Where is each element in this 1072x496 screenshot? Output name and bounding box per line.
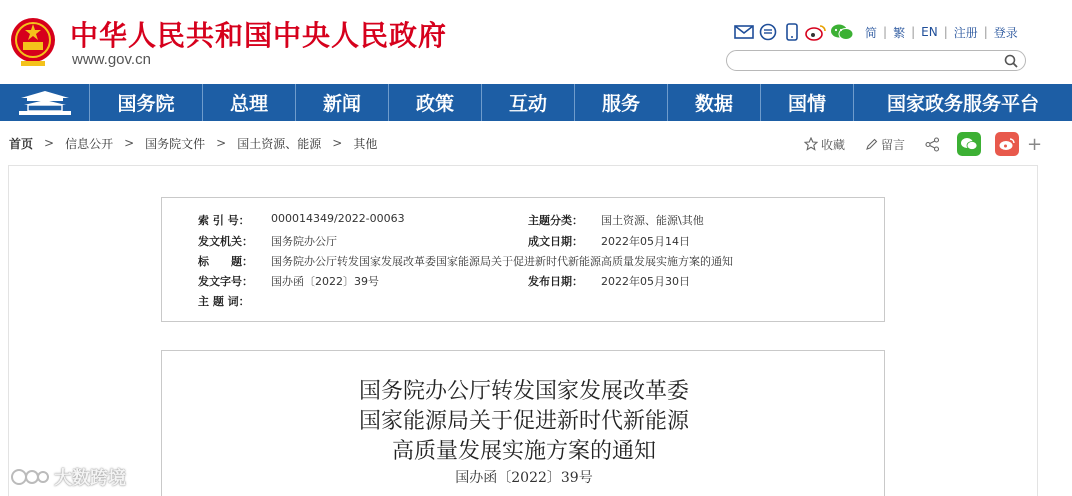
search-input[interactable] [726,50,1026,71]
nav-home[interactable] [0,84,90,121]
meta-publish-date [528,273,690,289]
wechat-icon[interactable] [829,21,855,43]
meta-keywords [198,293,271,309]
star-icon [804,137,818,151]
nav-item-news[interactable]: 新闻 [296,84,389,121]
nav-item-interaction[interactable]: 互动 [482,84,575,121]
meta-keywords-key: 主 题 词： [198,295,250,308]
meta-issuer-value: 国务院办公厅 [271,235,337,248]
breadcrumb-state-council-docs[interactable]: 国务院文件 [145,136,206,151]
wechat-icon [960,137,978,151]
watermark [10,464,126,490]
mail-icon[interactable] [733,21,755,43]
nav-item-services[interactable]: 服务 [575,84,668,121]
document-metadata [161,197,885,322]
national-emblem-icon[interactable] [9,16,57,68]
watermark-text: 大数跨境 [54,468,126,489]
breadcrumb-home[interactable]: 首页 [9,136,34,151]
share-weibo-button[interactable] [995,132,1019,156]
lang-simplified-link[interactable]: 简 [865,25,878,40]
site-header [0,0,1072,84]
meta-doc-number-key: 发文字号： [198,275,253,288]
nav-item-data[interactable]: 数据 [668,84,761,121]
divider: | [943,25,948,39]
divider: | [911,25,916,39]
favorite-label: 收藏 [821,137,846,152]
document-number: 国办函〔2022〕39号 [455,470,593,486]
meta-written-date-key: 成文日期： [528,235,583,248]
weibo-icon[interactable] [805,21,827,43]
language-links [865,24,1018,41]
document-title-line-3: 高质量发展实施方案的通知 [391,439,656,464]
main-nav [0,84,1072,121]
meta-topic-key: 主题分类： [528,214,583,227]
meta-publish-date-key: 发布日期： [528,275,583,288]
tiananmen-icon [15,89,75,117]
mobile-icon[interactable] [781,21,803,43]
meta-topic [528,212,704,228]
more-share-icon[interactable]: + [1027,133,1043,155]
login-link[interactable]: 登录 [993,25,1018,40]
document-title-line-1: 国务院办公厅转发国家发展改革委 [358,379,689,404]
meta-doc-number [198,273,379,289]
site-title[interactable]: 中华人民共和国中央人民政府 [70,19,448,52]
divider: | [983,25,988,39]
meta-written-date [528,233,690,249]
chevron-right-icon: > [216,136,227,150]
comment-label: 留言 [881,137,906,152]
weibo-icon [998,137,1016,151]
comment-button[interactable] [865,136,905,153]
document-body [161,350,885,496]
meta-title [198,253,733,269]
document-title-line-2: 国家能源局关于促进新时代新能源 [358,409,689,434]
nav-item-national-info[interactable]: 国情 [761,84,854,121]
meta-index-value: 000014349/2022-00063 [271,212,405,225]
share-wechat-button[interactable] [957,132,981,156]
breadcrumb-land-energy[interactable]: 国土资源、能源 [237,136,322,151]
favorite-button[interactable] [804,136,845,153]
lang-traditional-link[interactable]: 繁 [893,25,906,40]
message-icon[interactable] [757,21,779,43]
breadcrumb-other[interactable]: 其他 [353,136,378,151]
meta-doc-number-value: 国办函〔2022〕39号 [271,275,379,288]
meta-title-key: 标 题： [198,255,253,268]
share-bar [804,132,1042,156]
watermark-logo-icon [10,466,50,488]
meta-topic-value: 国土资源、能源\其他 [601,214,704,227]
meta-issuer [198,233,337,249]
meta-issuer-key: 发文机关： [198,235,253,248]
lang-english-link[interactable]: EN [921,25,938,39]
meta-index-key: 索 引 号： [198,214,250,227]
breadcrumb-info-disclosure[interactable]: 信息公开 [65,136,114,151]
meta-written-date-value: 2022年05月14日 [601,235,690,248]
meta-index [198,212,405,228]
site-domain[interactable]: www.gov.cn [72,51,151,68]
chevron-right-icon: > [332,136,343,150]
meta-publish-date-value: 2022年05月30日 [601,275,690,288]
chevron-right-icon: > [44,136,55,150]
header-tools [733,20,1018,44]
pencil-icon [865,138,878,151]
search-icon[interactable] [1003,53,1019,69]
nav-item-policy[interactable]: 政策 [389,84,482,121]
chevron-right-icon: > [124,136,135,150]
nav-item-gov-service-platform[interactable]: 国家政务服务平台 [886,93,1039,115]
nav-item-state-council[interactable]: 国务院 [90,84,203,121]
divider: | [883,25,888,39]
meta-title-value: 国务院办公厅转发国家发展改革委国家能源局关于促进新时代新能源高质量发展实施方案的通知 [271,255,733,268]
share-icon [925,137,940,152]
nav-item-premier[interactable]: 总理 [203,84,296,121]
share-button[interactable] [925,137,943,152]
breadcrumb [9,134,377,152]
register-link[interactable]: 注册 [953,25,978,40]
